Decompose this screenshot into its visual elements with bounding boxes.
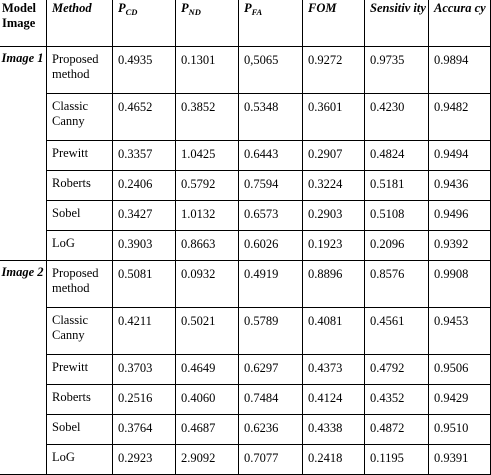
header-model-image: Model Image [0,0,47,47]
pnd-value-cell: 0.4687 [176,415,239,445]
pnd-value-cell: 0.8663 [176,231,239,261]
pfa-value-cell: 0.6026 [239,231,303,261]
pfa-value-cell: 0.6236 [239,415,303,445]
table-row [0,415,491,445]
method-cell: LoG [47,445,113,475]
fom-value-cell: 0.4373 [303,355,365,385]
fom-value-cell: 0.9272 [303,47,365,94]
image-group-label: Image 1 [0,47,47,261]
acc-value-cell: 0.9510 [429,415,491,445]
header-row [0,0,491,47]
method-cell: Sobel [47,201,113,231]
pfa-value-cell: 0.7484 [239,385,303,415]
pnd-value-cell: 0.4060 [176,385,239,415]
sens-value-cell: 0.4824 [365,141,429,171]
table-row [0,261,491,308]
pcd-value-cell: 0.4652 [113,94,176,141]
header-pfa-main: P [244,1,252,15]
table-row [0,141,491,171]
table-row [0,385,491,415]
pcd-value-cell: 0.2923 [113,445,176,475]
sens-value-cell: 0.1195 [365,445,429,475]
sens-value-cell: 0.5181 [365,171,429,201]
fom-value-cell: 0.2418 [303,445,365,475]
sens-value-cell: 0.4872 [365,415,429,445]
pcd-value-cell: 0.3903 [113,231,176,261]
method-cell: Classic Canny [47,94,113,141]
pnd-value-cell: 0.1301 [176,47,239,94]
pnd-value-cell: 0.5792 [176,171,239,201]
fom-value-cell: 0.1923 [303,231,365,261]
fom-value-cell: 0.4124 [303,385,365,415]
header-pcd-main: P [118,1,126,15]
header-pnd-sub: ND [188,7,201,17]
sens-value-cell: 0.2096 [365,231,429,261]
pcd-value-cell: 0.3427 [113,201,176,231]
acc-value-cell: 0.9482 [429,94,491,141]
method-cell: Prewitt [47,355,113,385]
sens-value-cell: 0.4352 [365,385,429,415]
method-cell: LoG [47,231,113,261]
header-pcd-sub: CD [125,7,138,17]
table-row [0,355,491,385]
table-row [0,231,491,261]
method-cell: Sobel [47,415,113,445]
pcd-value-cell: 0.3764 [113,415,176,445]
pcd-value-cell: 0.4935 [113,47,176,94]
pcd-value-cell: 0.3703 [113,355,176,385]
sens-value-cell: 0.4230 [365,94,429,141]
sens-value-cell: 0.8576 [365,261,429,308]
pfa-value-cell: 0.6573 [239,201,303,231]
method-cell: Roberts [47,385,113,415]
sens-value-cell: 0.5108 [365,201,429,231]
pcd-value-cell: 0.4211 [113,308,176,355]
pnd-value-cell: 0.3852 [176,94,239,141]
acc-value-cell: 0.9908 [429,261,491,308]
pnd-value-cell: 1.0425 [176,141,239,171]
header-fom: FOM [303,0,365,47]
table-row [0,171,491,201]
sens-value-cell: 0.4561 [365,308,429,355]
pcd-value-cell: 0.2406 [113,171,176,201]
method-cell: Prewitt [47,141,113,171]
pnd-value-cell: 0.4649 [176,355,239,385]
fom-value-cell: 0.3224 [303,171,365,201]
acc-value-cell: 0.9496 [429,201,491,231]
fom-value-cell: 0.4081 [303,308,365,355]
fom-value-cell: 0.3601 [303,94,365,141]
pnd-value-cell: 0.0932 [176,261,239,308]
method-cell: Proposed method [47,47,113,94]
sens-value-cell: 0.4792 [365,355,429,385]
header-pnd-main: P [181,1,189,15]
fom-value-cell: 0.2903 [303,201,365,231]
pfa-value-cell: 0.6297 [239,355,303,385]
fom-value-cell: 0.4338 [303,415,365,445]
header-pcd [113,0,176,47]
pcd-value-cell: 0.2516 [113,385,176,415]
pcd-value-cell: 0.5081 [113,261,176,308]
fom-value-cell: 0.8896 [303,261,365,308]
pnd-value-cell: 0.5021 [176,308,239,355]
pfa-value-cell: 0.4919 [239,261,303,308]
pfa-value-cell: 0.6443 [239,141,303,171]
pfa-value-cell: 0.5348 [239,94,303,141]
header-sensitivity: Sensitiv ity [365,0,429,47]
pnd-value-cell: 2.9092 [176,445,239,475]
header-accuracy: Accura cy [429,0,491,47]
pfa-value-cell: 0.5789 [239,308,303,355]
acc-value-cell: 0.9392 [429,231,491,261]
sens-value-cell: 0.9735 [365,47,429,94]
table-row [0,47,491,94]
acc-value-cell: 0.9894 [429,47,491,94]
method-cell: Proposed method [47,261,113,308]
acc-value-cell: 0.9506 [429,355,491,385]
pfa-value-cell: 0,5065 [239,47,303,94]
image-group-label: Image 2 [0,261,47,475]
method-cell: Roberts [47,171,113,201]
acc-value-cell: 0.9391 [429,445,491,475]
table-row [0,308,491,355]
table-body [0,47,491,475]
acc-value-cell: 0.9494 [429,141,491,171]
acc-value-cell: 0.9453 [429,308,491,355]
header-pfa-sub: FA [251,7,263,17]
header-method: Method [47,0,113,47]
header-pnd [176,0,239,47]
acc-value-cell: 0.9429 [429,385,491,415]
acc-value-cell: 0.9436 [429,171,491,201]
method-cell: Classic Canny [47,308,113,355]
header-pfa [239,0,303,47]
table-row [0,94,491,141]
fom-value-cell: 0.2907 [303,141,365,171]
pfa-value-cell: 0.7077 [239,445,303,475]
table-row [0,201,491,231]
pnd-value-cell: 1.0132 [176,201,239,231]
pcd-value-cell: 0.3357 [113,141,176,171]
table-row [0,445,491,475]
pfa-value-cell: 0.7594 [239,171,303,201]
